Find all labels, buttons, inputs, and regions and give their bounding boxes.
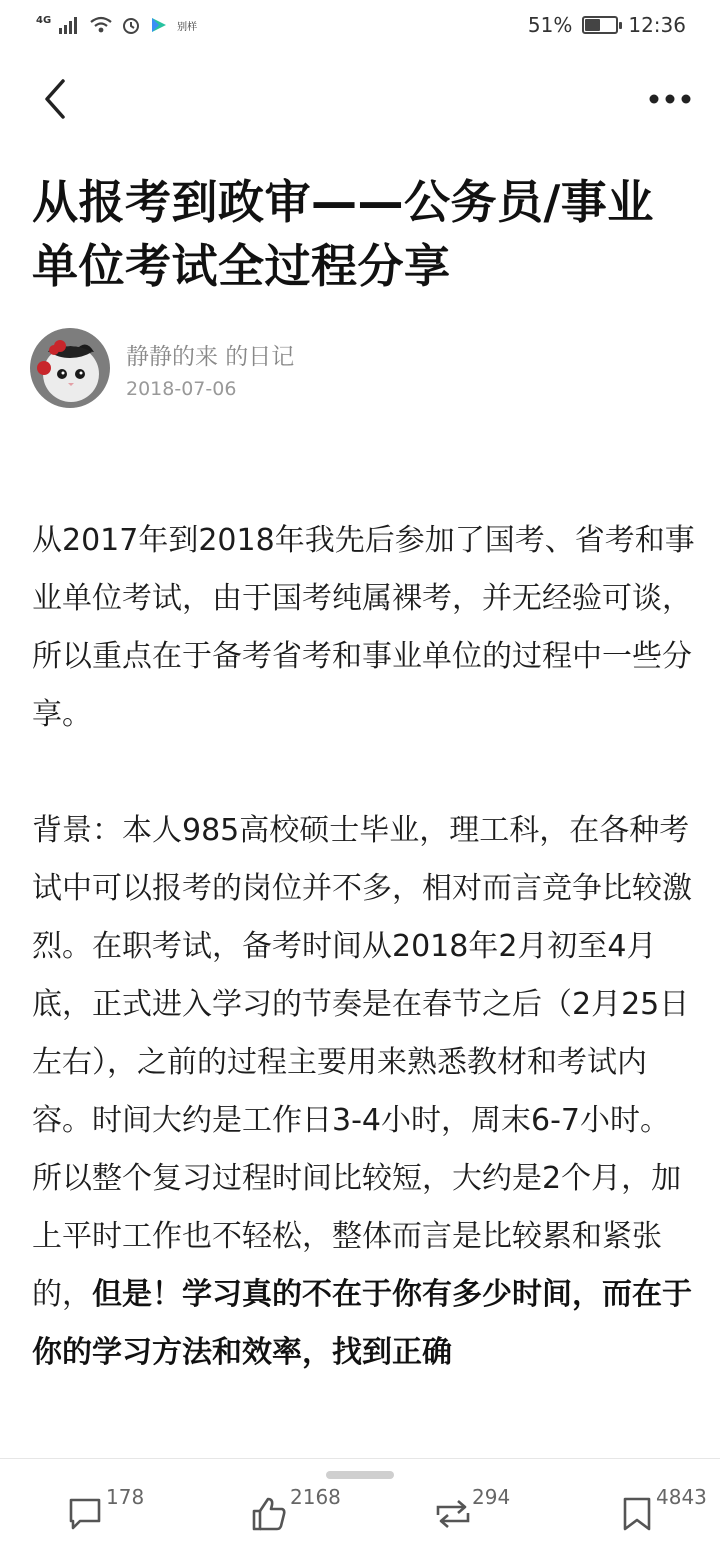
publish-date: 2018-07-06	[126, 378, 237, 400]
network-type: 4G	[36, 15, 52, 26]
reshare-button[interactable]	[432, 1485, 552, 1545]
comment-count: 178	[106, 1485, 145, 1509]
video-app-icon	[149, 16, 169, 34]
drag-handle[interactable]	[326, 1471, 394, 1479]
alarm-icon	[121, 15, 141, 35]
collect-button[interactable]	[620, 1485, 716, 1545]
article-body	[32, 512, 696, 1440]
top-nav	[0, 60, 720, 140]
battery-percent: 51%	[527, 13, 573, 37]
comment-button[interactable]	[66, 1485, 186, 1545]
paragraph-2-bold: 但是！学习真的不在于你有多少时间，而在于你的学习方法和效率，找到正确	[32, 1277, 692, 1370]
paragraph-2	[32, 802, 696, 1382]
more-horizontal-icon	[648, 93, 692, 105]
back-button[interactable]	[30, 74, 80, 124]
battery-fill	[585, 19, 600, 31]
carrier-label: 别样	[177, 21, 198, 33]
wifi-icon	[89, 16, 113, 34]
article-title: 从报考到政审——公务员/事业单位考试全过程分享	[32, 175, 654, 293]
collect-count: 4843	[656, 1485, 707, 1509]
status-bar-right	[528, 13, 686, 37]
reshare-icon	[432, 1495, 474, 1533]
status-bar-left	[36, 15, 197, 35]
reshare-count: 294	[472, 1485, 511, 1509]
clock: 12:36	[628, 13, 686, 37]
comment-icon	[66, 1495, 104, 1533]
like-count: 2168	[290, 1485, 341, 1509]
paragraph-2-text: 背景：本人985高校硕士毕业，理工科，在各种考试中可以报考的岗位并不多，相对而言竞争比较激烈。在职考试，备考时间从2018年2月初至4月底，正式进入学习的节奏是在春节之后（2月25日左右），之前的过程主要用来熟悉教材和考试内容。时间大约是工作日3-4小时，周末6-7小时。所以整个复习过程时间比较短，大约是2个月，加上平时工作也不轻松，整体而言是比较累和紧张的，	[32, 813, 692, 1312]
paragraph-1: 从2017年到2018年我先后参加了国考、省考和事业单位考试，由于国考纯属裸考，并无经验可谈，所以重点在于备考省考和事业单位的过程中一些分享。	[32, 523, 695, 732]
battery-icon	[582, 16, 618, 34]
avatar[interactable]	[30, 328, 110, 408]
cat-avatar-icon	[30, 328, 110, 408]
chevron-left-icon	[41, 77, 69, 121]
signal-icon	[59, 16, 81, 34]
author-block[interactable]	[30, 328, 690, 412]
thumbs-up-icon	[250, 1495, 288, 1533]
like-button[interactable]	[250, 1485, 370, 1545]
bookmark-icon	[620, 1495, 654, 1533]
status-bar	[0, 0, 720, 50]
author-name[interactable]: 静静的来 的日记	[126, 344, 295, 370]
more-button[interactable]	[640, 74, 700, 124]
bottom-action-bar	[0, 1458, 720, 1560]
